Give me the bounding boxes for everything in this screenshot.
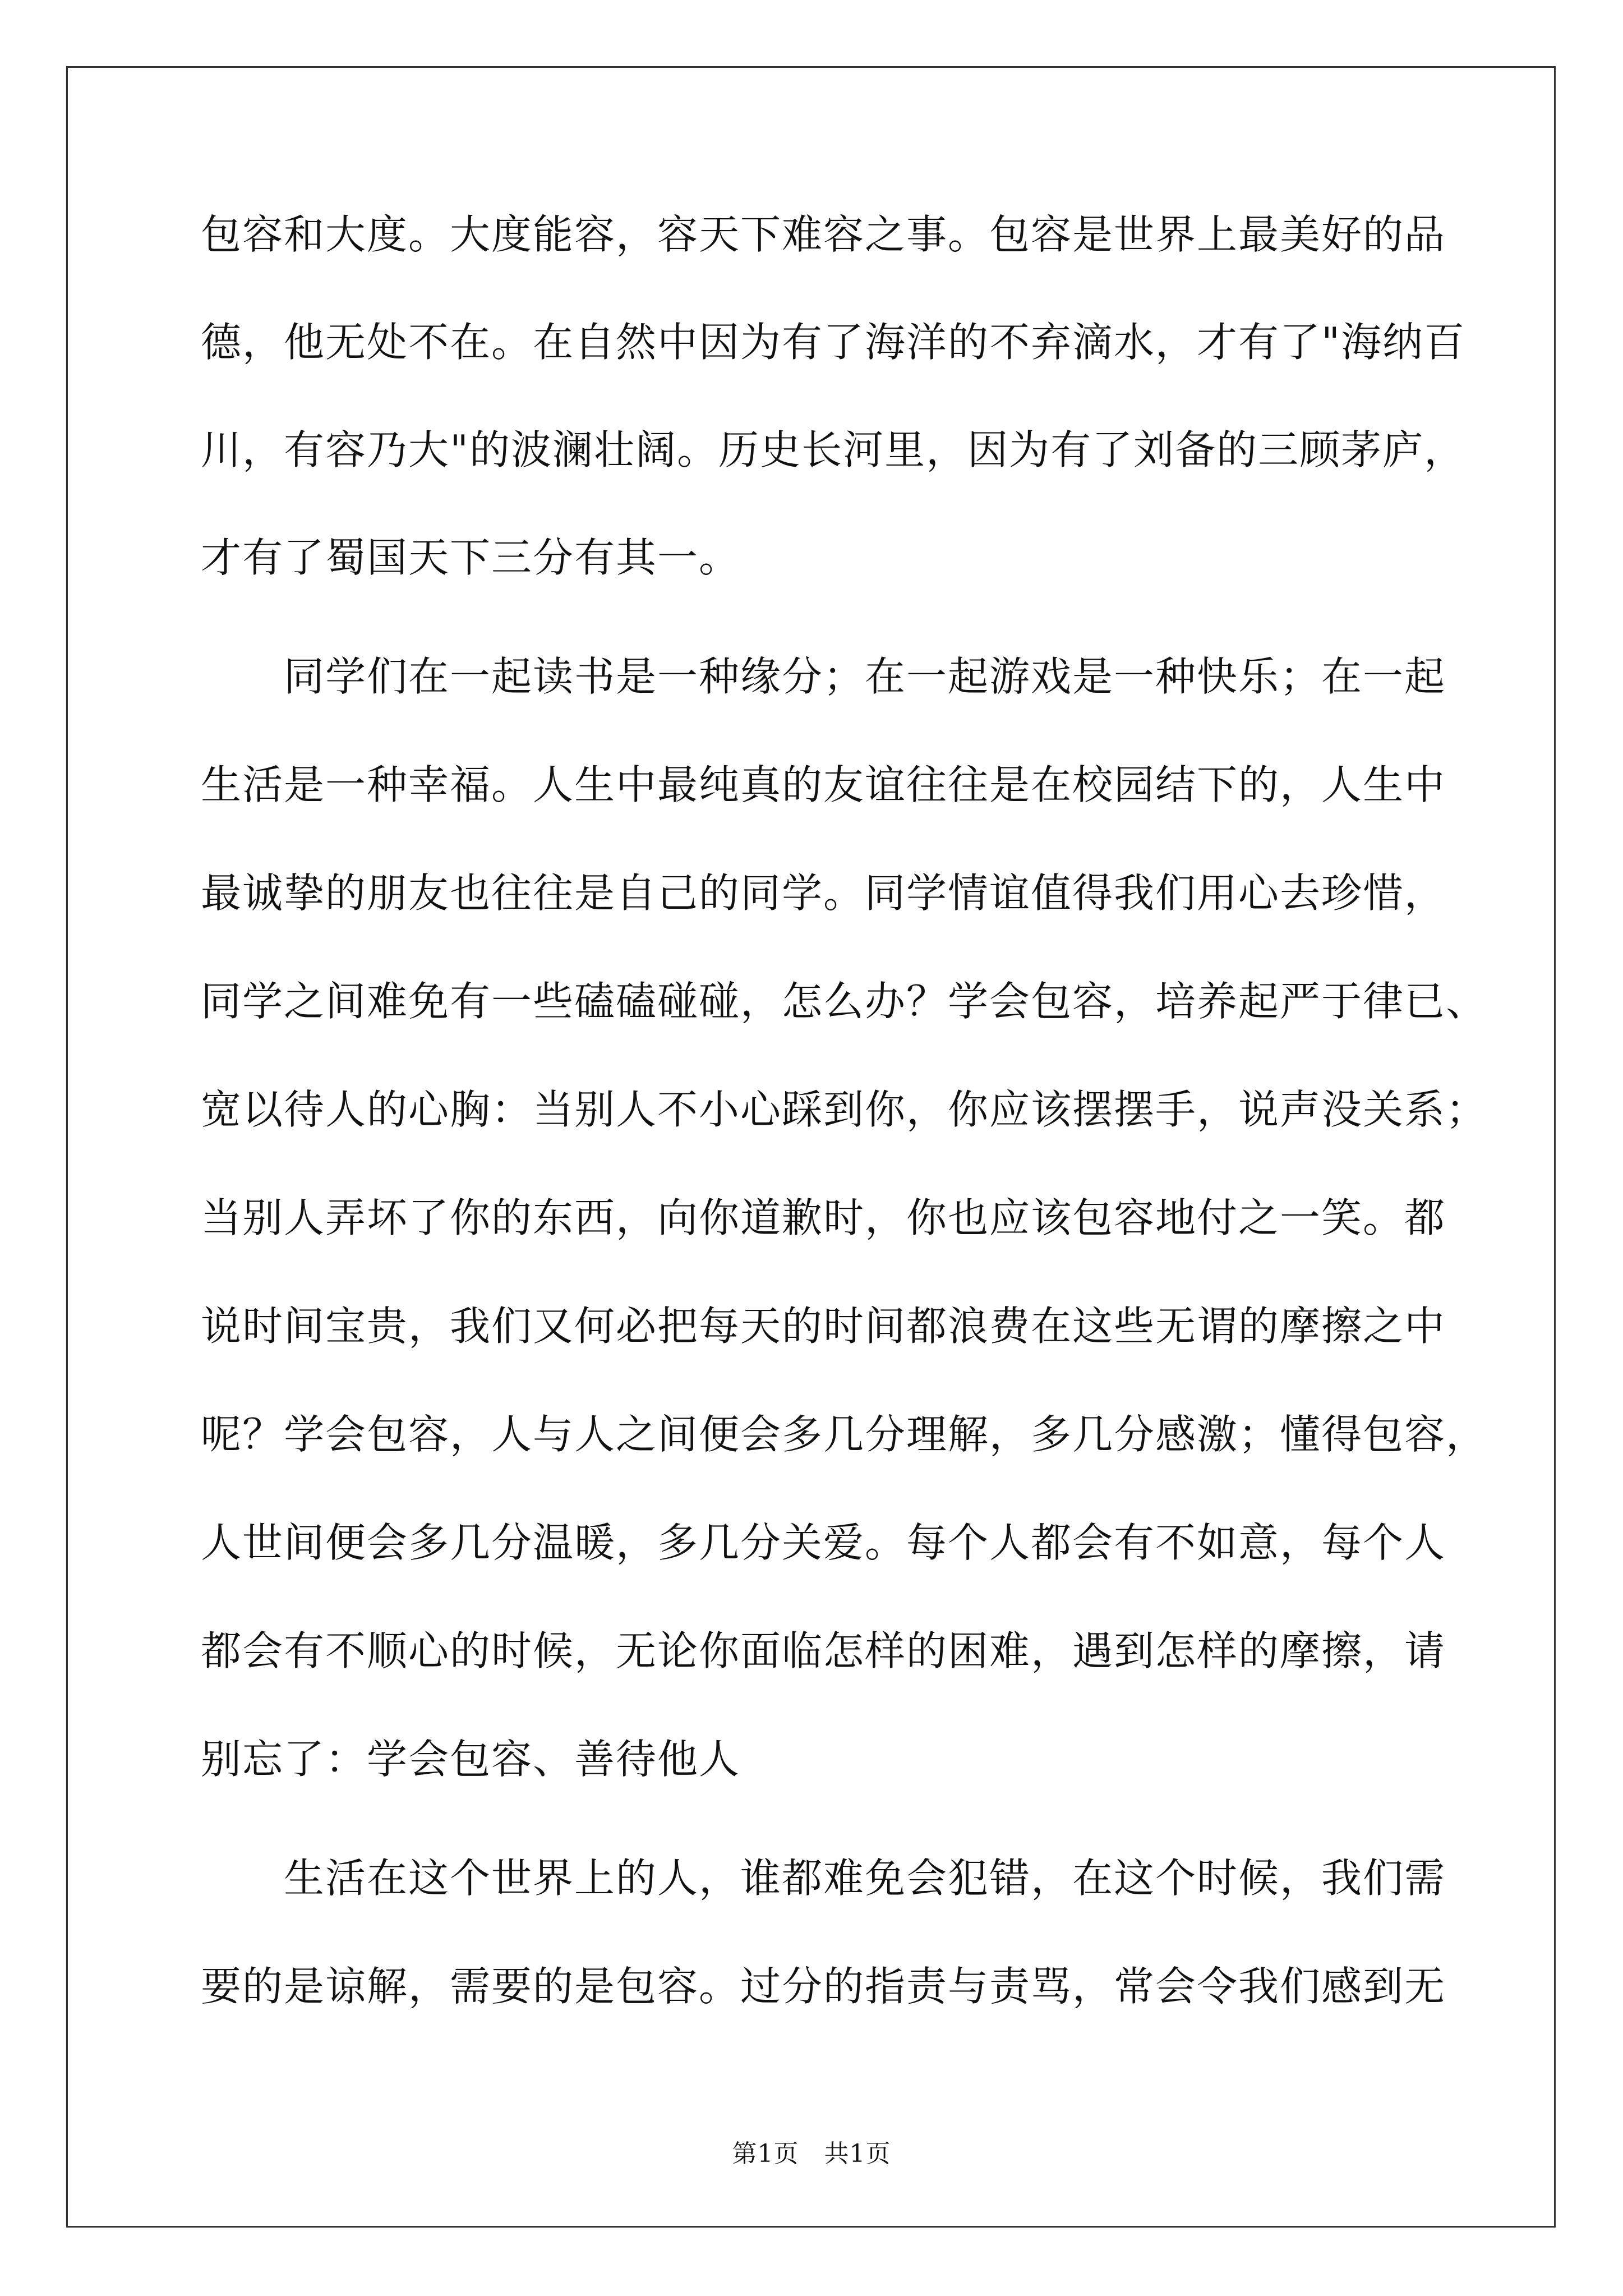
text-line: 当别人弄坏了你的东西，向你道歉时，你也应该包容地付之一笑。都: [201, 1194, 1446, 1241]
text-line: 川，有容乃大"的波澜壮阔。历史长河里，因为有了刘备的三顾茅庐，: [201, 426, 1466, 473]
text-line: 人世间便会多几分温暖，多几分关爱。每个人都会有不如意，每个人: [201, 1519, 1446, 1566]
text-line: 同学们在一起读书是一种缘分；在一起游戏是一种快乐；在一起: [201, 653, 1446, 700]
text-line: 说时间宝贵，我们又何必把每天的时间都浪费在这些无谓的摩擦之中: [201, 1303, 1446, 1350]
text-line: 最诚挚的朋友也往往是自己的同学。同学情谊值得我们用心去珍惜，: [201, 869, 1446, 917]
page-footer: 第1页 共1页: [732, 2139, 891, 2168]
text-line: 德，他无处不在。在自然中因为有了海洋的不弃滴水，才有了"海纳百: [201, 319, 1466, 366]
text-line: 呢？学会包容，人与人之间便会多几分理解，多几分感激；懂得包容，: [201, 1411, 1488, 1458]
text-line: 包容和大度。大度能容，容天下难容之事。包容是世界上最美好的品: [201, 211, 1446, 258]
text-line: 同学之间难免有一些磕磕碰碰，怎么办？学会包容，培养起严于律已、: [201, 978, 1488, 1025]
text-line: 才有了蜀国天下三分有其一。: [201, 534, 741, 581]
text-line: 别忘了：学会包容、善待他人: [201, 1736, 741, 1783]
text-line: 宽以待人的心胸：当别人不小心踩到你，你应该摆摆手，说声没关系；: [201, 1086, 1488, 1133]
text-line: 要的是谅解，需要的是包容。过分的指责与责骂，常会令我们感到无: [201, 1963, 1446, 2010]
text-line: 都会有不顺心的时候，无论你面临怎样的困难，遇到怎样的摩擦，请: [201, 1627, 1446, 1674]
text-line: 生活在这个世界上的人，谁都难免会犯错，在这个时候，我们需: [201, 1855, 1446, 1902]
text-line: 生活是一种幸福。人生中最纯真的友谊往往是在校园结下的，人生中: [201, 761, 1446, 808]
